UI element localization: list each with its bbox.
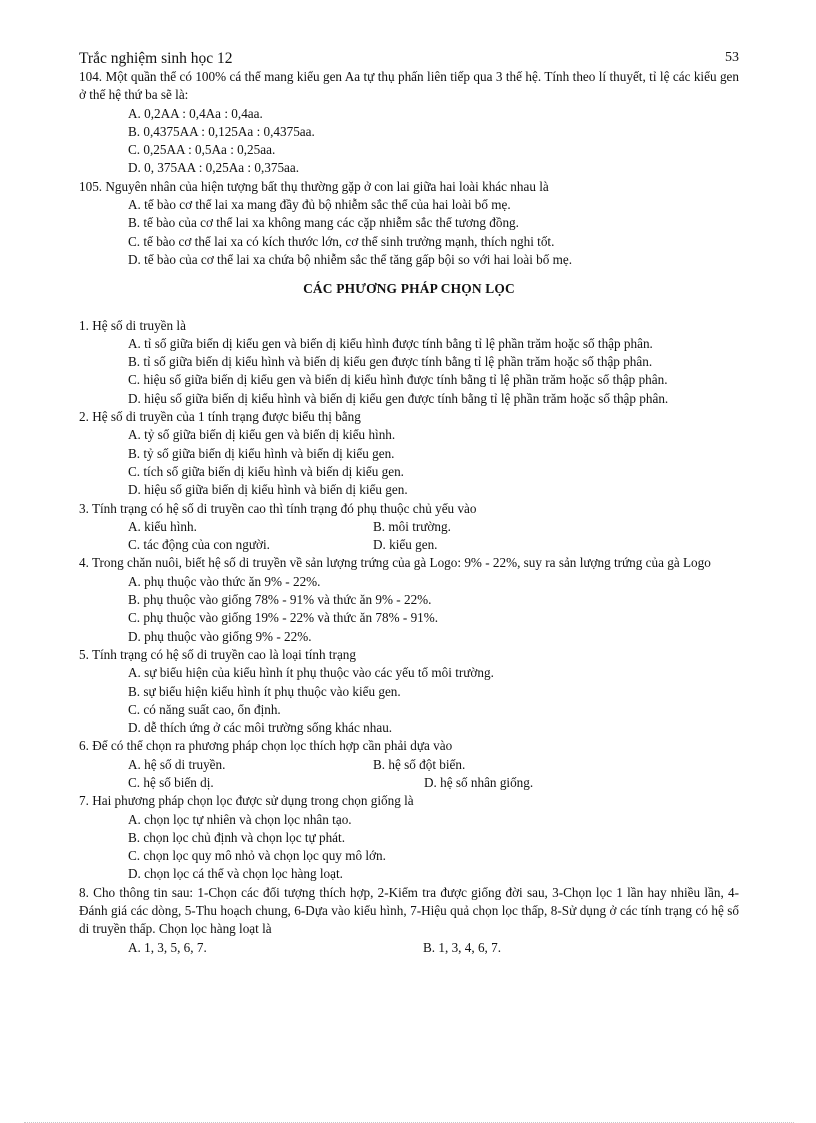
question-104: [79, 68, 739, 178]
option-b: B. 0,4375AA : 0,125Aa : 0,4375aa.: [128, 123, 315, 139]
question-stem: 5. Tính trạng có hệ số di truyền cao là loại tính trạng: [79, 646, 356, 662]
question-stem: 2. Hệ số di truyền của 1 tính trạng được biểu thị bằng: [79, 409, 361, 425]
option-row: [79, 518, 739, 536]
option-d: D. 0, 375AA : 0,25Aa : 0,375aa.: [128, 160, 300, 176]
option-a: A. tế bào cơ thể lai xa mang đầy đủ bộ nhiễm sắc thể của hai loài bố mẹ.: [128, 197, 511, 213]
option-c: C. 0,25AA : 0,5Aa : 0,25aa.: [128, 142, 276, 158]
question-6: [79, 737, 739, 792]
option-b: B. hệ số đột biến.: [373, 756, 466, 772]
option-a: A. phụ thuộc vào thức ăn 9% - 22%.: [128, 573, 321, 589]
option-d: D. hiệu số giữa biến dị kiểu hình và biến dị kiểu gen.: [128, 482, 408, 498]
option-d: D. chọn lọc cá thể và chọn lọc hàng loạt.: [128, 866, 343, 882]
option-c: C. chọn lọc quy mô nhỏ và chọn lọc quy mô lớn.: [128, 848, 386, 864]
option-b: B. tỉ số giữa biến dị kiểu hình và biến dị kiểu gen được tính bằng tỉ lệ phần trăm hoặc số thập phân.: [128, 354, 653, 370]
option-c: C. phụ thuộc vào giống 19% - 22% và thức ăn 78% - 91%.: [128, 610, 439, 626]
option-a: A. 1, 3, 5, 6, 7.: [128, 939, 207, 955]
option-c: C. tác động của con người.: [128, 537, 270, 553]
option-d: D. hiệu số giữa biến dị kiểu hình và biến dị kiểu gen được tính bằng tỉ lệ phần trăm hoặc số thập phân.: [128, 390, 669, 406]
question-stem: 1. Hệ số di truyền là: [79, 317, 186, 333]
option-row: [79, 536, 739, 554]
option-b: B. phụ thuộc vào giống 78% - 91% và thức ăn 9% - 22%.: [128, 592, 432, 608]
option-a: A. hệ số di truyền.: [128, 756, 226, 772]
page-number: 53: [725, 50, 739, 65]
option-row: [79, 774, 739, 792]
option-d: D. dễ thích ứng ở các môi trường sống khác nhau.: [128, 720, 393, 736]
option-a: A. kiểu hình.: [128, 518, 197, 534]
question-1: [79, 317, 739, 408]
question-105: [79, 178, 739, 269]
question-stem: 104. Một quần thể có 100% cá thể mang kiểu gen Aa tự thụ phấn liên tiếp qua 3 thế hệ. Tính theo lí thuyết, tỉ lệ các kiểu gen ở thế hệ thứ ba sẽ là:: [79, 69, 739, 103]
option-a: A. tỉ số giữa biến dị kiểu gen và biến dị kiểu hình được tính bằng tỉ lệ phần trăm hoặc số thập phân.: [128, 335, 653, 351]
section-title: CÁC PHƯƠNG PHÁP CHỌN LỌC: [303, 281, 515, 297]
option-c: C. hiệu số giữa biến dị kiểu gen và biến dị kiểu hình được tính bằng tỉ lệ phần trăm hoặc số thập phân.: [128, 372, 668, 388]
question-stem: 4. Trong chăn nuôi, biết hệ số di truyền về sản lượng trứng của gà Logo: 9% - 22%, suy ra sản lượng trứng của gà Logo: [79, 555, 711, 571]
question-4: [79, 554, 739, 645]
page-header: [79, 50, 739, 70]
question-stem: 105. Nguyên nhân của hiện tượng bất thụ thường gặp ở con lai giữa hai loài khác nhau là: [79, 178, 549, 194]
question-5: [79, 646, 739, 737]
option-b: B. tỷ số giữa biến dị kiểu hình và biến dị kiểu gen.: [128, 445, 395, 461]
option-a: A. sự biểu hiện của kiểu hình ít phụ thuộc vào các yếu tố môi trường.: [128, 665, 494, 681]
option-c: C. có năng suất cao, ổn định.: [128, 701, 281, 717]
question-stem: 3. Tính trạng có hệ số di truyền cao thì tính trạng đó phụ thuộc chủ yếu vào: [79, 500, 477, 516]
option-b: B. tế bào của cơ thể lai xa không mang các cặp nhiễm sắc thể tương đồng.: [128, 215, 519, 231]
option-c: C. tích số giữa biến dị kiểu hình và biến dị kiểu gen.: [128, 463, 404, 479]
question-8: [79, 884, 739, 957]
option-a: A. 0,2AA : 0,4Aa : 0,4aa.: [128, 105, 263, 121]
option-c: C. hệ số biến dị.: [128, 774, 214, 790]
option-d: D. phụ thuộc vào giống 9% - 22%.: [128, 628, 312, 644]
question-stem: 8. Cho thông tin sau: 1-Chọn các đối tượng thích hợp, 2-Kiểm tra được giống đời sau, 3-Chọn lọc 1 lần hay nhiều lần, 4-Đánh giá các dòng, 5-Thu hoạch chung, 6-Dựa vào kiểu hình, 7-Hiệu quả chọn lọc thấp, 8-Sử dụng ở các tính trạng có hệ số di truyền thấp. Chọn lọc hàng loạt là: [79, 884, 739, 937]
question-7: [79, 792, 739, 883]
question-stem: 6. Để có thể chọn ra phương pháp chọn lọc thích hợp cần phải dựa vào: [79, 738, 453, 754]
option-b: B. 1, 3, 4, 6, 7.: [423, 939, 502, 955]
option-row: [79, 756, 739, 774]
option-row: [79, 939, 739, 957]
question-stem: 7. Hai phương pháp chọn lọc được sử dụng trong chọn giống là: [79, 793, 414, 809]
option-d: D. hệ số nhân giống.: [424, 774, 534, 790]
option-b: B. chọn lọc chủ định và chọn lọc tự phát.: [128, 829, 346, 845]
option-c: C. tế bào cơ thể lai xa có kích thước lớn, cơ thể sinh trưởng mạnh, thích nghi tốt.: [128, 233, 555, 249]
option-b: B. môi trường.: [373, 518, 451, 534]
question-2: [79, 408, 739, 499]
option-b: B. sự biểu hiện kiểu hình ít phụ thuộc vào kiểu gen.: [128, 683, 401, 699]
question-3: [79, 500, 739, 555]
option-a: A. tỷ số giữa biến dị kiểu gen và biến dị kiểu hình.: [128, 427, 396, 443]
option-d: D. tế bào của cơ thể lai xa chứa bộ nhiễm sắc thể tăng gấp bội so với hai loài bố mẹ.: [128, 251, 573, 267]
header-title: Trắc nghiệm sinh học 12: [79, 50, 233, 67]
page-content: [79, 68, 739, 957]
option-d: D. kiểu gen.: [373, 537, 438, 553]
option-a: A. chọn lọc tự nhiên và chọn lọc nhân tạo.: [128, 811, 352, 827]
